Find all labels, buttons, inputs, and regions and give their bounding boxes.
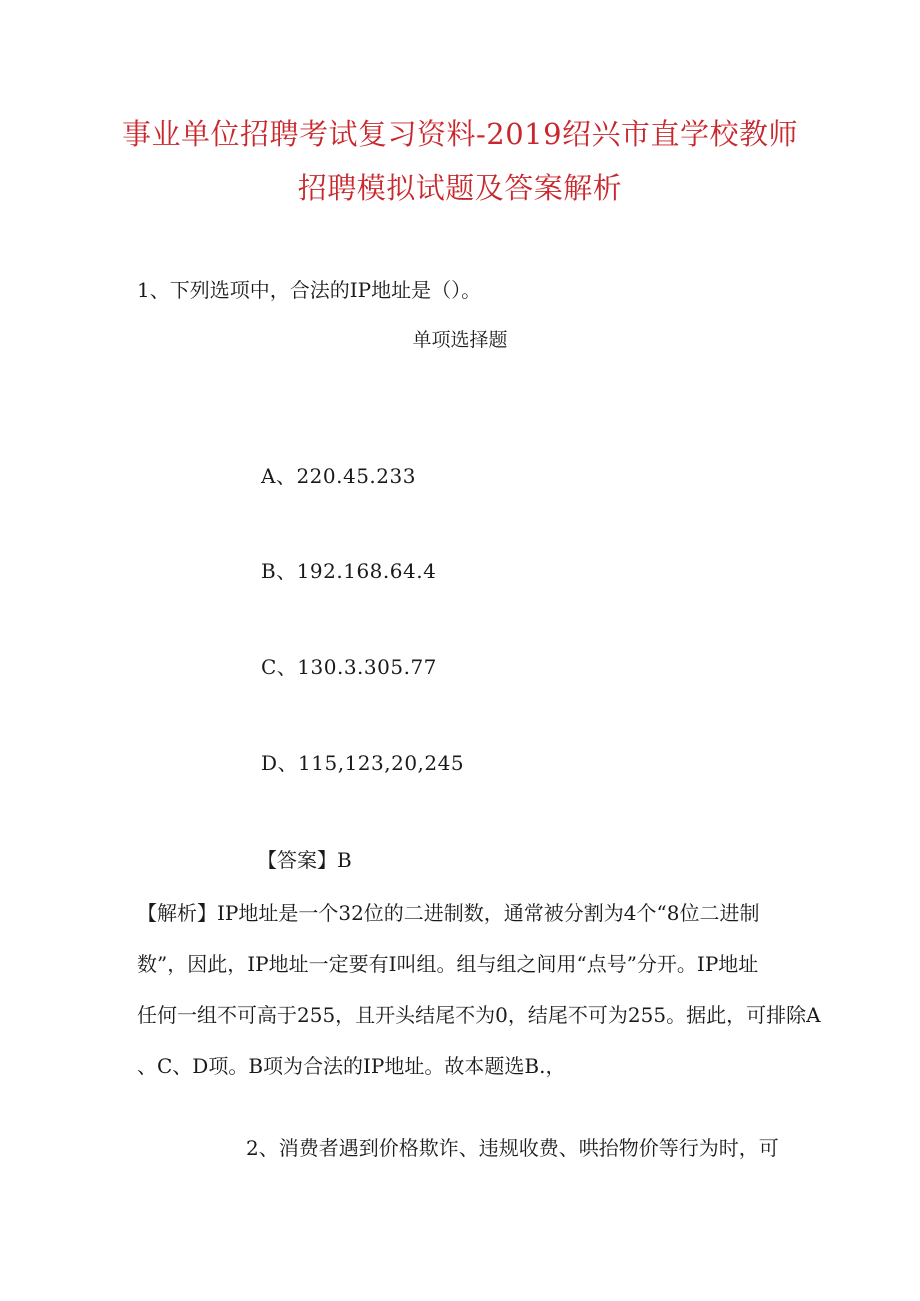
question-1-option-a: A、220.45.233	[261, 464, 416, 488]
question-1-option-d: D、115,123,20,245	[261, 751, 465, 775]
question-1-option-b: B、192.168.64.4	[261, 559, 437, 583]
question-1-option-c: C、130.3.305.77	[261, 655, 437, 679]
question-1-stem: 1、下列选项中，合法的IP地址是（）。	[137, 278, 482, 302]
question-1-type: 单项选择题	[412, 329, 508, 351]
document-title-line-2: 招聘模拟试题及答案解析	[297, 171, 623, 205]
question-2-stem: 2、消费者遇到价格欺诈、违规收费、哄抬物价等行为时，可	[246, 1136, 779, 1160]
analysis-line: 、C、D项。B项为合法的IP地址。故本题选B.，	[137, 1054, 566, 1078]
document-title-line-1: 事业单位招聘考试复习资料-2019绍兴市直学校教师	[121, 117, 799, 151]
question-1-answer: 【答案】B	[257, 848, 352, 872]
analysis-line: 任何一组不可高于255，且开头结尾不为0，结尾不可为255。据此，可排除A	[137, 1003, 821, 1027]
analysis-line: 数”，因此，IP地址一定要有I叫组。组与组之间用“点号”分开。IP地址	[137, 952, 759, 976]
analysis-line: 【解析】IP地址是一个32位的二进制数，通常被分割为4个“8位二进制	[137, 901, 760, 925]
question-1-analysis	[137, 888, 821, 1092]
